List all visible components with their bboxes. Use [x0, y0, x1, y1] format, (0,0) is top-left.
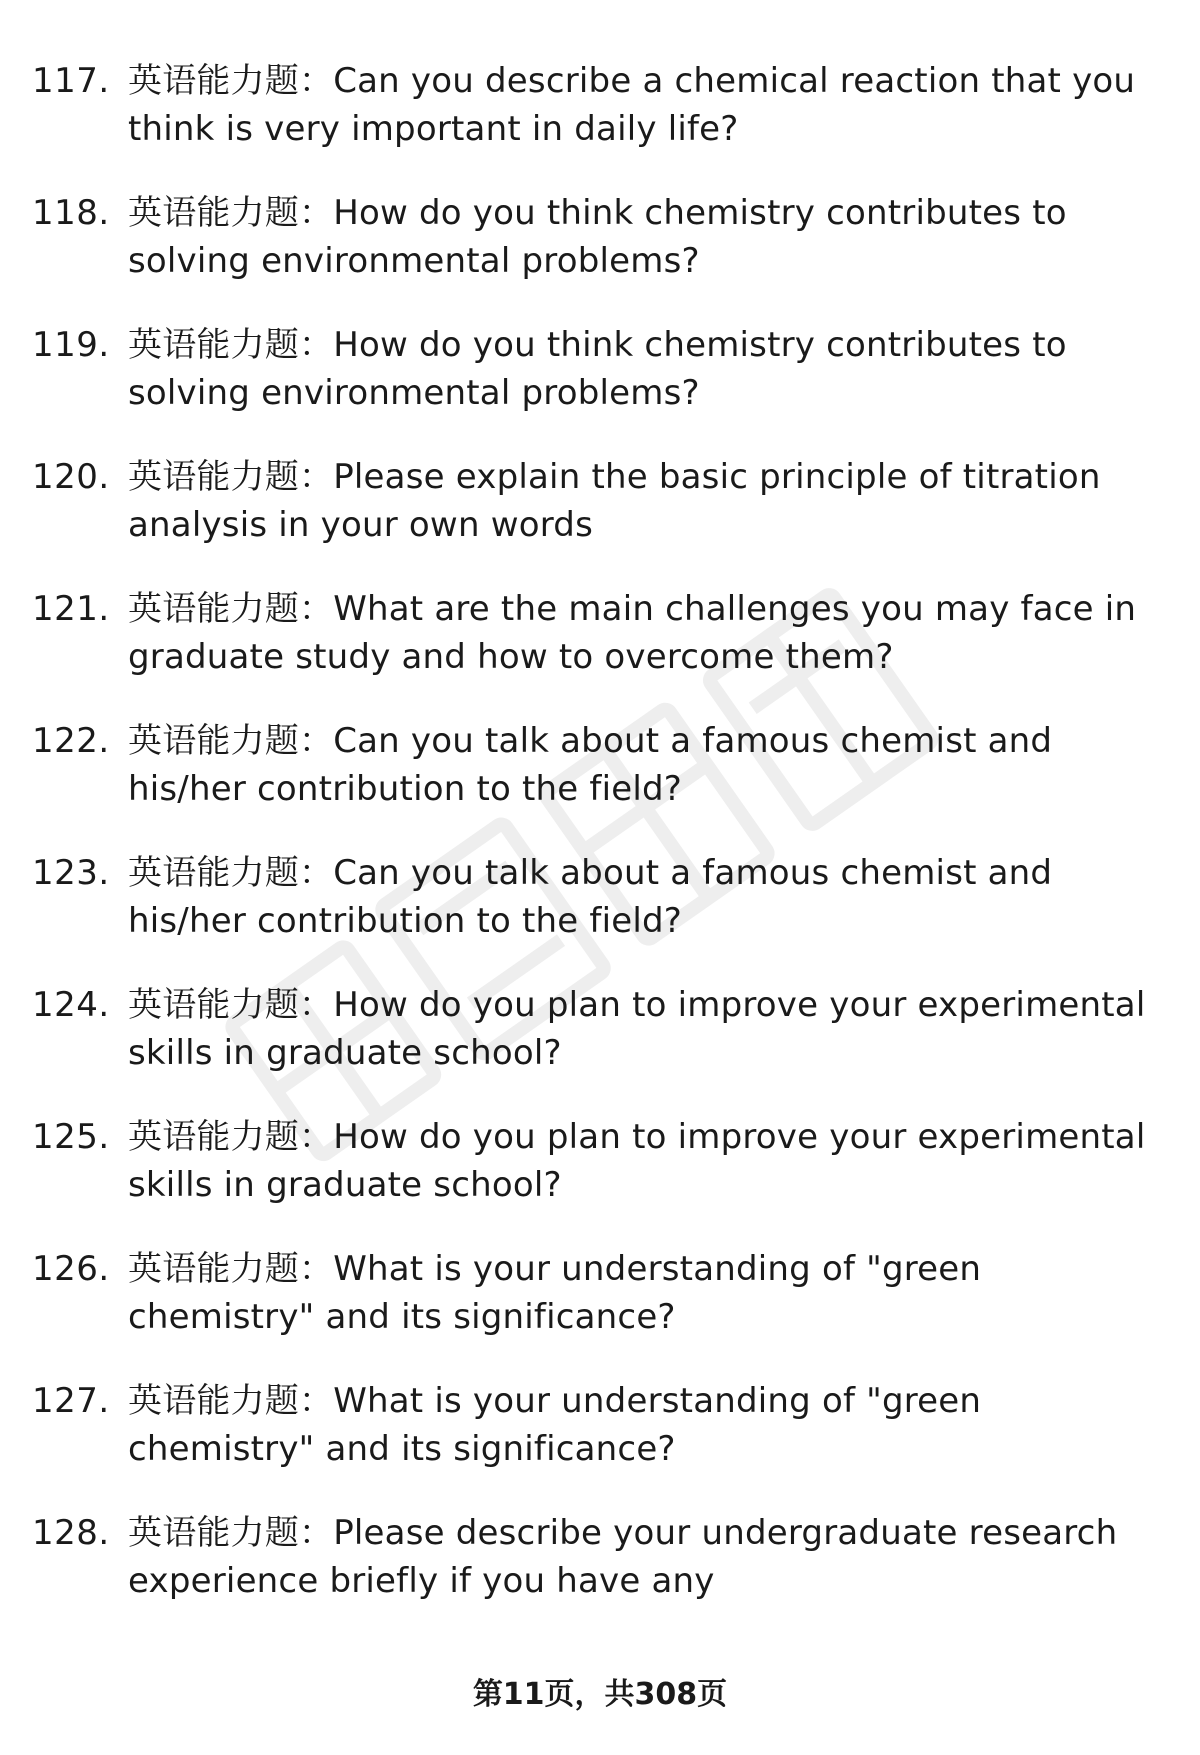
- question-tag: 英语能力题：: [128, 61, 334, 101]
- question-number: 122.: [32, 721, 110, 761]
- question-number: 120.: [32, 457, 110, 497]
- question-text: Please describe your undergraduate research experience briefly if you have any: [128, 1513, 1118, 1601]
- list-item: [32, 57, 1172, 189]
- list-item: [32, 1509, 1172, 1641]
- question-text: How do you plan to improve your experimental skills in graduate school?: [128, 985, 1146, 1073]
- question-number: 119.: [32, 325, 110, 365]
- question-text: Can you describe a chemical reaction that you think is very important in daily life?: [128, 61, 1136, 149]
- question-body: [128, 981, 1172, 1077]
- list-item: [32, 1377, 1172, 1509]
- question-body: [128, 57, 1172, 153]
- question-number: 125.: [32, 1117, 110, 1157]
- question-tag: 英语能力题：: [128, 1117, 334, 1157]
- question-number: 127.: [32, 1381, 110, 1421]
- question-tag: 英语能力题：: [128, 1249, 334, 1289]
- question-tag: 英语能力题：: [128, 193, 334, 233]
- question-body: [128, 1509, 1172, 1605]
- list-item: [32, 981, 1172, 1113]
- question-tag: 英语能力题：: [128, 853, 334, 893]
- question-number: 121.: [32, 589, 110, 629]
- question-list: [32, 57, 1172, 1641]
- question-number: 123.: [32, 853, 110, 893]
- question-text: How do you plan to improve your experimental skills in graduate school?: [128, 1117, 1146, 1205]
- question-text: Can you talk about a famous chemist and his/her contribution to the field?: [128, 853, 1053, 941]
- question-text: Can you talk about a famous chemist and his/her contribution to the field?: [128, 721, 1053, 809]
- question-number: 118.: [32, 193, 110, 233]
- question-body: [128, 453, 1172, 549]
- question-text: What is your understanding of "green chemistry" and its significance?: [128, 1381, 982, 1469]
- question-tag: 英语能力题：: [128, 1381, 334, 1421]
- list-item: [32, 1113, 1172, 1245]
- question-number: 128.: [32, 1513, 110, 1553]
- question-tag: 英语能力题：: [128, 325, 334, 365]
- question-body: [128, 585, 1172, 681]
- question-body: [128, 849, 1172, 945]
- question-tag: 英语能力题：: [128, 985, 334, 1025]
- question-text: How do you think chemistry contributes to solving environmental problems?: [128, 325, 1067, 413]
- question-body: [128, 1377, 1172, 1473]
- question-text: What is your understanding of "green chemistry" and its significance?: [128, 1249, 982, 1337]
- list-item: [32, 453, 1172, 585]
- list-item: [32, 849, 1172, 981]
- list-item: [32, 321, 1172, 453]
- question-tag: 英语能力题：: [128, 721, 334, 761]
- question-number: 126.: [32, 1249, 110, 1289]
- question-number: 124.: [32, 985, 110, 1025]
- question-tag: 英语能力题：: [128, 457, 334, 497]
- list-item: [32, 1245, 1172, 1377]
- page-number: 第11页，共308页: [472, 1677, 728, 1712]
- question-body: [128, 189, 1172, 285]
- question-text: How do you think chemistry contributes to solving environmental problems?: [128, 193, 1067, 281]
- question-tag: 英语能力题：: [128, 1513, 334, 1553]
- question-number: 117.: [32, 61, 110, 101]
- question-body: [128, 717, 1172, 813]
- question-tag: 英语能力题：: [128, 589, 334, 629]
- list-item: [32, 189, 1172, 321]
- question-body: [128, 321, 1172, 417]
- question-body: [128, 1245, 1172, 1341]
- question-text: What are the main challenges you may face in graduate study and how to overcome them?: [128, 589, 1137, 677]
- list-item: [32, 717, 1172, 849]
- list-item: [32, 585, 1172, 717]
- question-body: [128, 1113, 1172, 1209]
- question-text: Please explain the basic principle of titration analysis in your own words: [128, 457, 1101, 545]
